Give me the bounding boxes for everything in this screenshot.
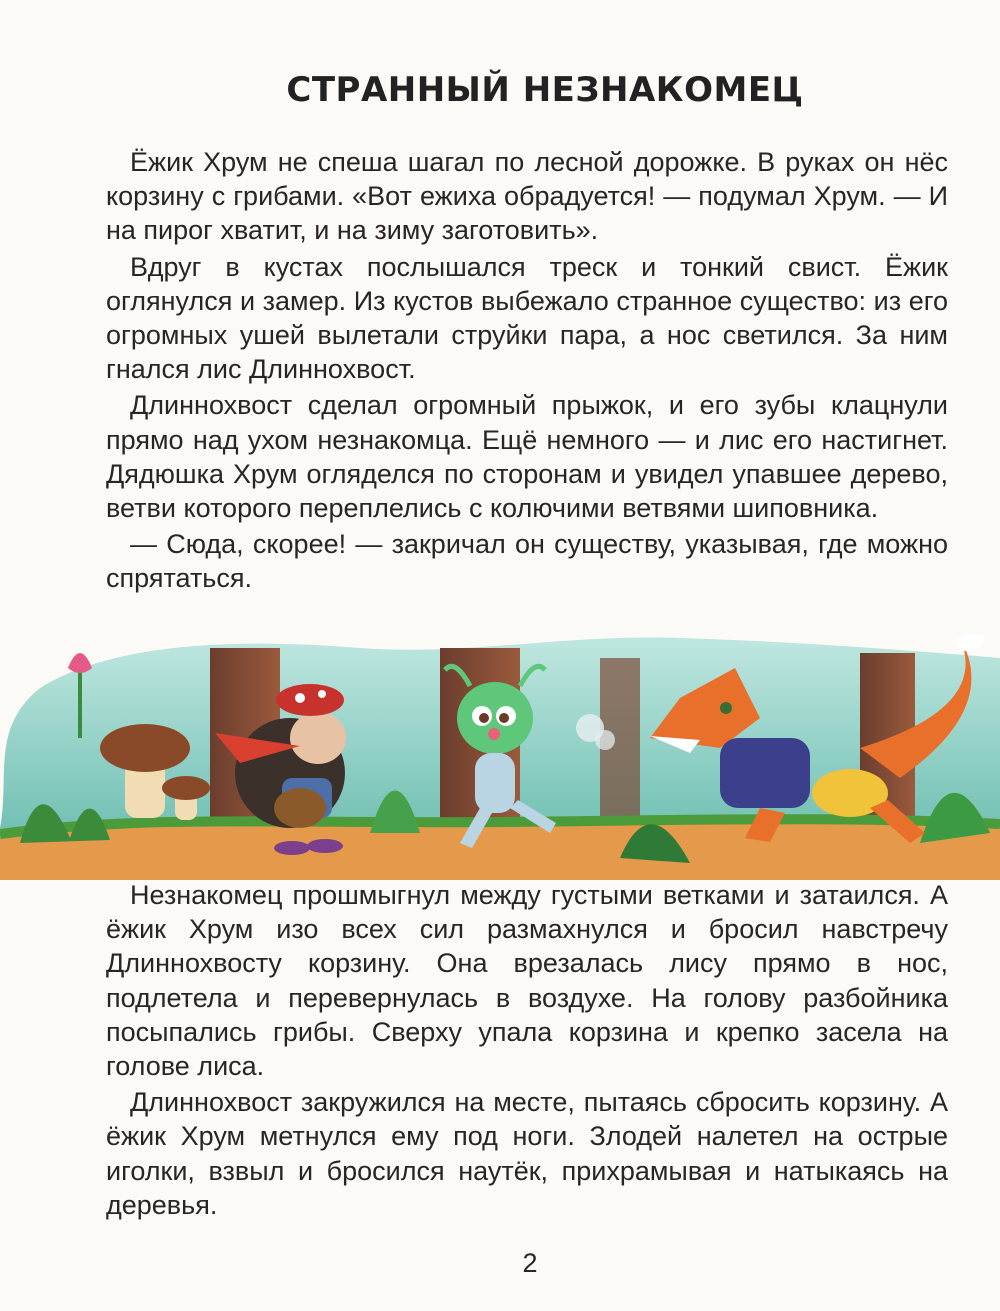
story-text-bottom [106, 878, 948, 1224]
page-number: 2 [522, 1248, 538, 1278]
paragraph: Длиннохвост сделал огромный прыжок, и его зубы клацнули прямо над ухом незнакомца. Ещё немного — и лис его настигнет. Дядюшка Хрум огляделся по сторонам и увидел упавшее дерево, ветви которого переплелись с колючими ветвями шиповника. [106, 390, 948, 524]
paragraph: Длиннохвост закружился на месте, пытаясь сбросить корзину. А ёжик Хрум метнулся ему под ноги. Злодей налетел на острые иголки, взвыл и бросился наутёк, прихрамывая и натыкаясь на деревья. [106, 1087, 948, 1220]
flower [68, 653, 92, 673]
page-title: СТРАННЫЙ НЕЗНАКОМЕЦ [286, 70, 804, 110]
paragraph: Ёжик Хрум не спеша шагал по лесной дорожке. В руках он нёс корзину с грибами. «Вот ежиха обрадуется! — подумал Хрум. — И на пирог хватит, и на зиму заготовить». [106, 147, 948, 246]
mushroom-cap [100, 724, 190, 772]
story-text-top [106, 145, 948, 598]
paragraph: Вдруг в кустах послышался треск и тонкий свист. Ёжик оглянулся и замер. Из кустов выбежало странное существо: из его огромных ушей вылетали струйки пара, а нос светился. За ним гнался лис Длиннохвост. [106, 251, 948, 385]
paragraph: — Сюда, скорее! — закричал он существу, указывая, где можно спрятаться. [106, 529, 948, 594]
forest-chase-illustration [0, 628, 1000, 880]
paragraph: Незнакомец прошмыгнул между густыми ветками и затаился. А ёжик Хрум изо всех сил размахнулся и бросил навстречу Длиннохвосту корзину. Она врезалась лису прямо в нос, подлетела и перевернулась в воздухе. На голову разбойника посыпались грибы. Сверху упала корзина и крепко засела на голове лиса. [106, 880, 948, 1082]
forest-path [0, 823, 1000, 880]
